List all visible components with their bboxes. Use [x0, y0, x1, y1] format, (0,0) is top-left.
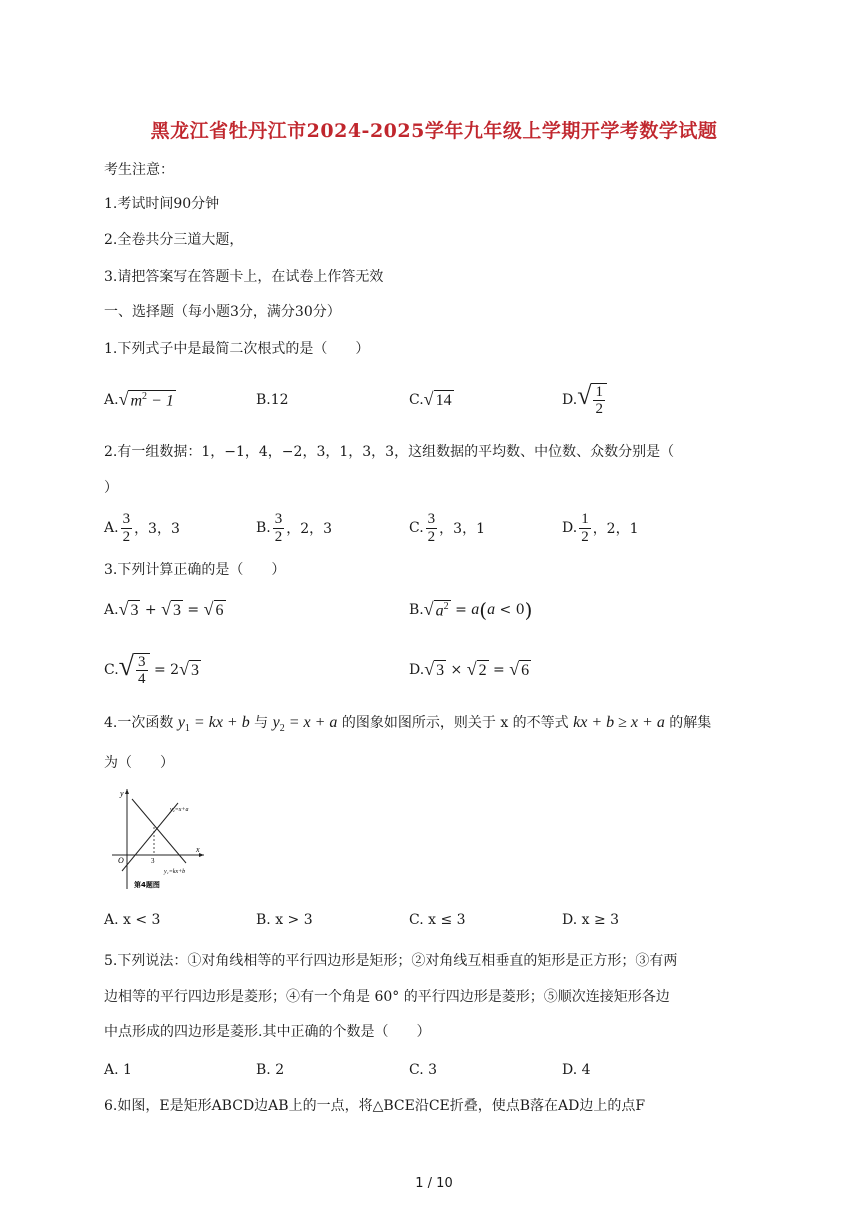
sqrt-expression: √ $m^2 - 1$	[118, 388, 174, 410]
fraction	[426, 511, 438, 545]
option-text: ，3，3	[134, 521, 180, 537]
fraction-numerator: 1	[595, 383, 603, 400]
question-3-stem: 3.下列计算正确的是（ ）	[104, 562, 286, 578]
option-label: A.	[104, 602, 119, 618]
fraction-numerator: 3	[274, 511, 283, 527]
fraction-denominator: 2	[427, 528, 436, 545]
sqrt-expression: √ $\frac{1}{2}$	[577, 383, 607, 418]
sqrt-expression: √ 14	[423, 388, 452, 409]
option-d: D. 4	[562, 1062, 591, 1078]
question-6-stem: 6.如图，E是矩形ABCD边AB上的一点，将△BCE沿CE折叠，使点B落在AD边上的点F	[104, 1098, 646, 1114]
stem-text: 的图象如图所示，则关于 x 的不等式	[341, 715, 569, 731]
fraction-denominator: 2	[122, 528, 131, 545]
notice-item: 3.请把答案写在答题卡上，在试卷上作答无效	[104, 269, 384, 285]
option-d: D. √ 3 × √ 2 = √ 6	[409, 658, 530, 679]
figure-caption: 第4题图	[134, 881, 160, 889]
page-number: 1 / 10	[415, 1176, 453, 1191]
option-d	[562, 380, 607, 420]
option-label: A.	[104, 520, 119, 536]
option-label: C.	[104, 662, 119, 678]
fraction-numerator: 3	[427, 511, 436, 527]
option-b: B.12	[256, 392, 289, 408]
line-y2-label: y₂=x+a	[170, 807, 189, 813]
option-label: A.	[104, 392, 119, 408]
question-4-stem-cont: 为（ ）	[104, 755, 174, 771]
fraction-numerator: 3	[122, 511, 131, 527]
option-a	[104, 380, 176, 420]
option-d	[562, 508, 639, 548]
section-heading: 一、选择题（每小题3分，满分30分）	[104, 304, 341, 320]
question-4-stem: 4.一次函数 $y_1$ = kx + b 与 $y_2 = x + a$ 的图象如图所示，则关于 x 的不等式 kx + b ≥ x + a 的解集	[104, 714, 712, 735]
option-label: D.	[409, 662, 425, 678]
notice-item: 2.全卷共分三道大题，	[104, 232, 244, 248]
fraction-denominator: 2	[581, 528, 589, 545]
option-a: A. x < 3	[104, 912, 161, 928]
page-title: 黑龙江省牡丹江市2024-2025学年九年级上学期开学考数学试题	[150, 120, 718, 142]
question-5-stem: 中点形成的四边形是菱形.其中正确的个数是（ ）	[104, 1024, 431, 1040]
question-3-options-row2	[104, 645, 784, 695]
fraction-denominator: 2	[595, 401, 603, 417]
stem-text: 与	[254, 715, 269, 731]
fraction	[579, 511, 591, 545]
option-b: B. x > 3	[256, 912, 313, 928]
question-2-stem: 2.有一组数据：1，−1，4，−2，3，1，3，3，这组数据的平均数、中位数、众数分别是（	[104, 444, 675, 460]
option-a: A. 1	[104, 1062, 132, 1078]
question-1-options	[104, 380, 784, 420]
y-axis-arrow	[125, 789, 129, 794]
origin-label: O	[118, 856, 124, 865]
question-5-stem: 5.下列说法：①对角线相等的平行四边形是矩形；②对角线互相垂直的矩形是正方形；③有两	[104, 953, 678, 969]
option-label: B.	[256, 520, 271, 536]
option-text: ，3，1	[439, 521, 485, 537]
option-label: D.	[562, 392, 578, 408]
question-5-options	[104, 1050, 784, 1090]
option-b: B. 2	[256, 1062, 285, 1078]
fraction	[273, 511, 285, 545]
fraction-numerator: 1	[581, 511, 589, 527]
line-y1-label: y₁=kx+b	[164, 869, 186, 875]
line-y2	[122, 803, 178, 871]
notice-heading: 考生注意：	[104, 162, 174, 178]
x-axis-arrow	[199, 853, 204, 857]
option-a	[104, 508, 180, 548]
option-c: C. √ $\frac{3}{4}$ = 2 √ 3	[104, 650, 199, 687]
question-3-options-row1	[104, 590, 784, 630]
tick-label: 3	[151, 857, 155, 865]
option-label: B.	[409, 602, 424, 618]
option-a: A. √ 3 + √ 3 = √ 6	[104, 598, 224, 619]
option-label: D.	[562, 520, 578, 536]
option-text: ，2，1	[592, 521, 639, 537]
fraction-denominator: 2	[274, 528, 283, 545]
question-2-options	[104, 508, 784, 548]
function-graph-figure	[108, 785, 208, 895]
question-5-stem: 边相等的平行四边形是菱形；④有一个角是 60° 的平行四边形是菱形；⑤顺次连接矩形各边	[104, 989, 670, 1005]
question-2-stem-cont: ）	[104, 480, 118, 496]
option-c: C. 3	[409, 1062, 438, 1078]
option-c	[409, 380, 454, 420]
question-1-stem: 1.下列式子中是最简二次根式的是（ ）	[104, 341, 370, 357]
option-label: C.	[409, 392, 424, 408]
option-c: C. x ≤ 3	[409, 912, 466, 928]
option-label: C.	[409, 520, 424, 536]
stem-text: 的解集	[669, 715, 712, 731]
option-b	[256, 508, 332, 548]
stem-text: 4.一次函数	[104, 715, 174, 731]
option-c	[409, 508, 485, 548]
option-b: B. √ $a^2$ = a ( a < 0 )	[409, 598, 533, 622]
notice-item: 1.考试时间90分钟	[104, 196, 220, 212]
fraction	[121, 511, 133, 545]
option-d: D. x ≥ 3	[562, 912, 620, 928]
x-axis-label: x	[196, 845, 200, 854]
radicand: 14	[435, 391, 452, 409]
option-text: ，2，3	[286, 521, 333, 537]
y-axis-label: y	[120, 789, 124, 798]
question-4-options	[104, 900, 784, 940]
